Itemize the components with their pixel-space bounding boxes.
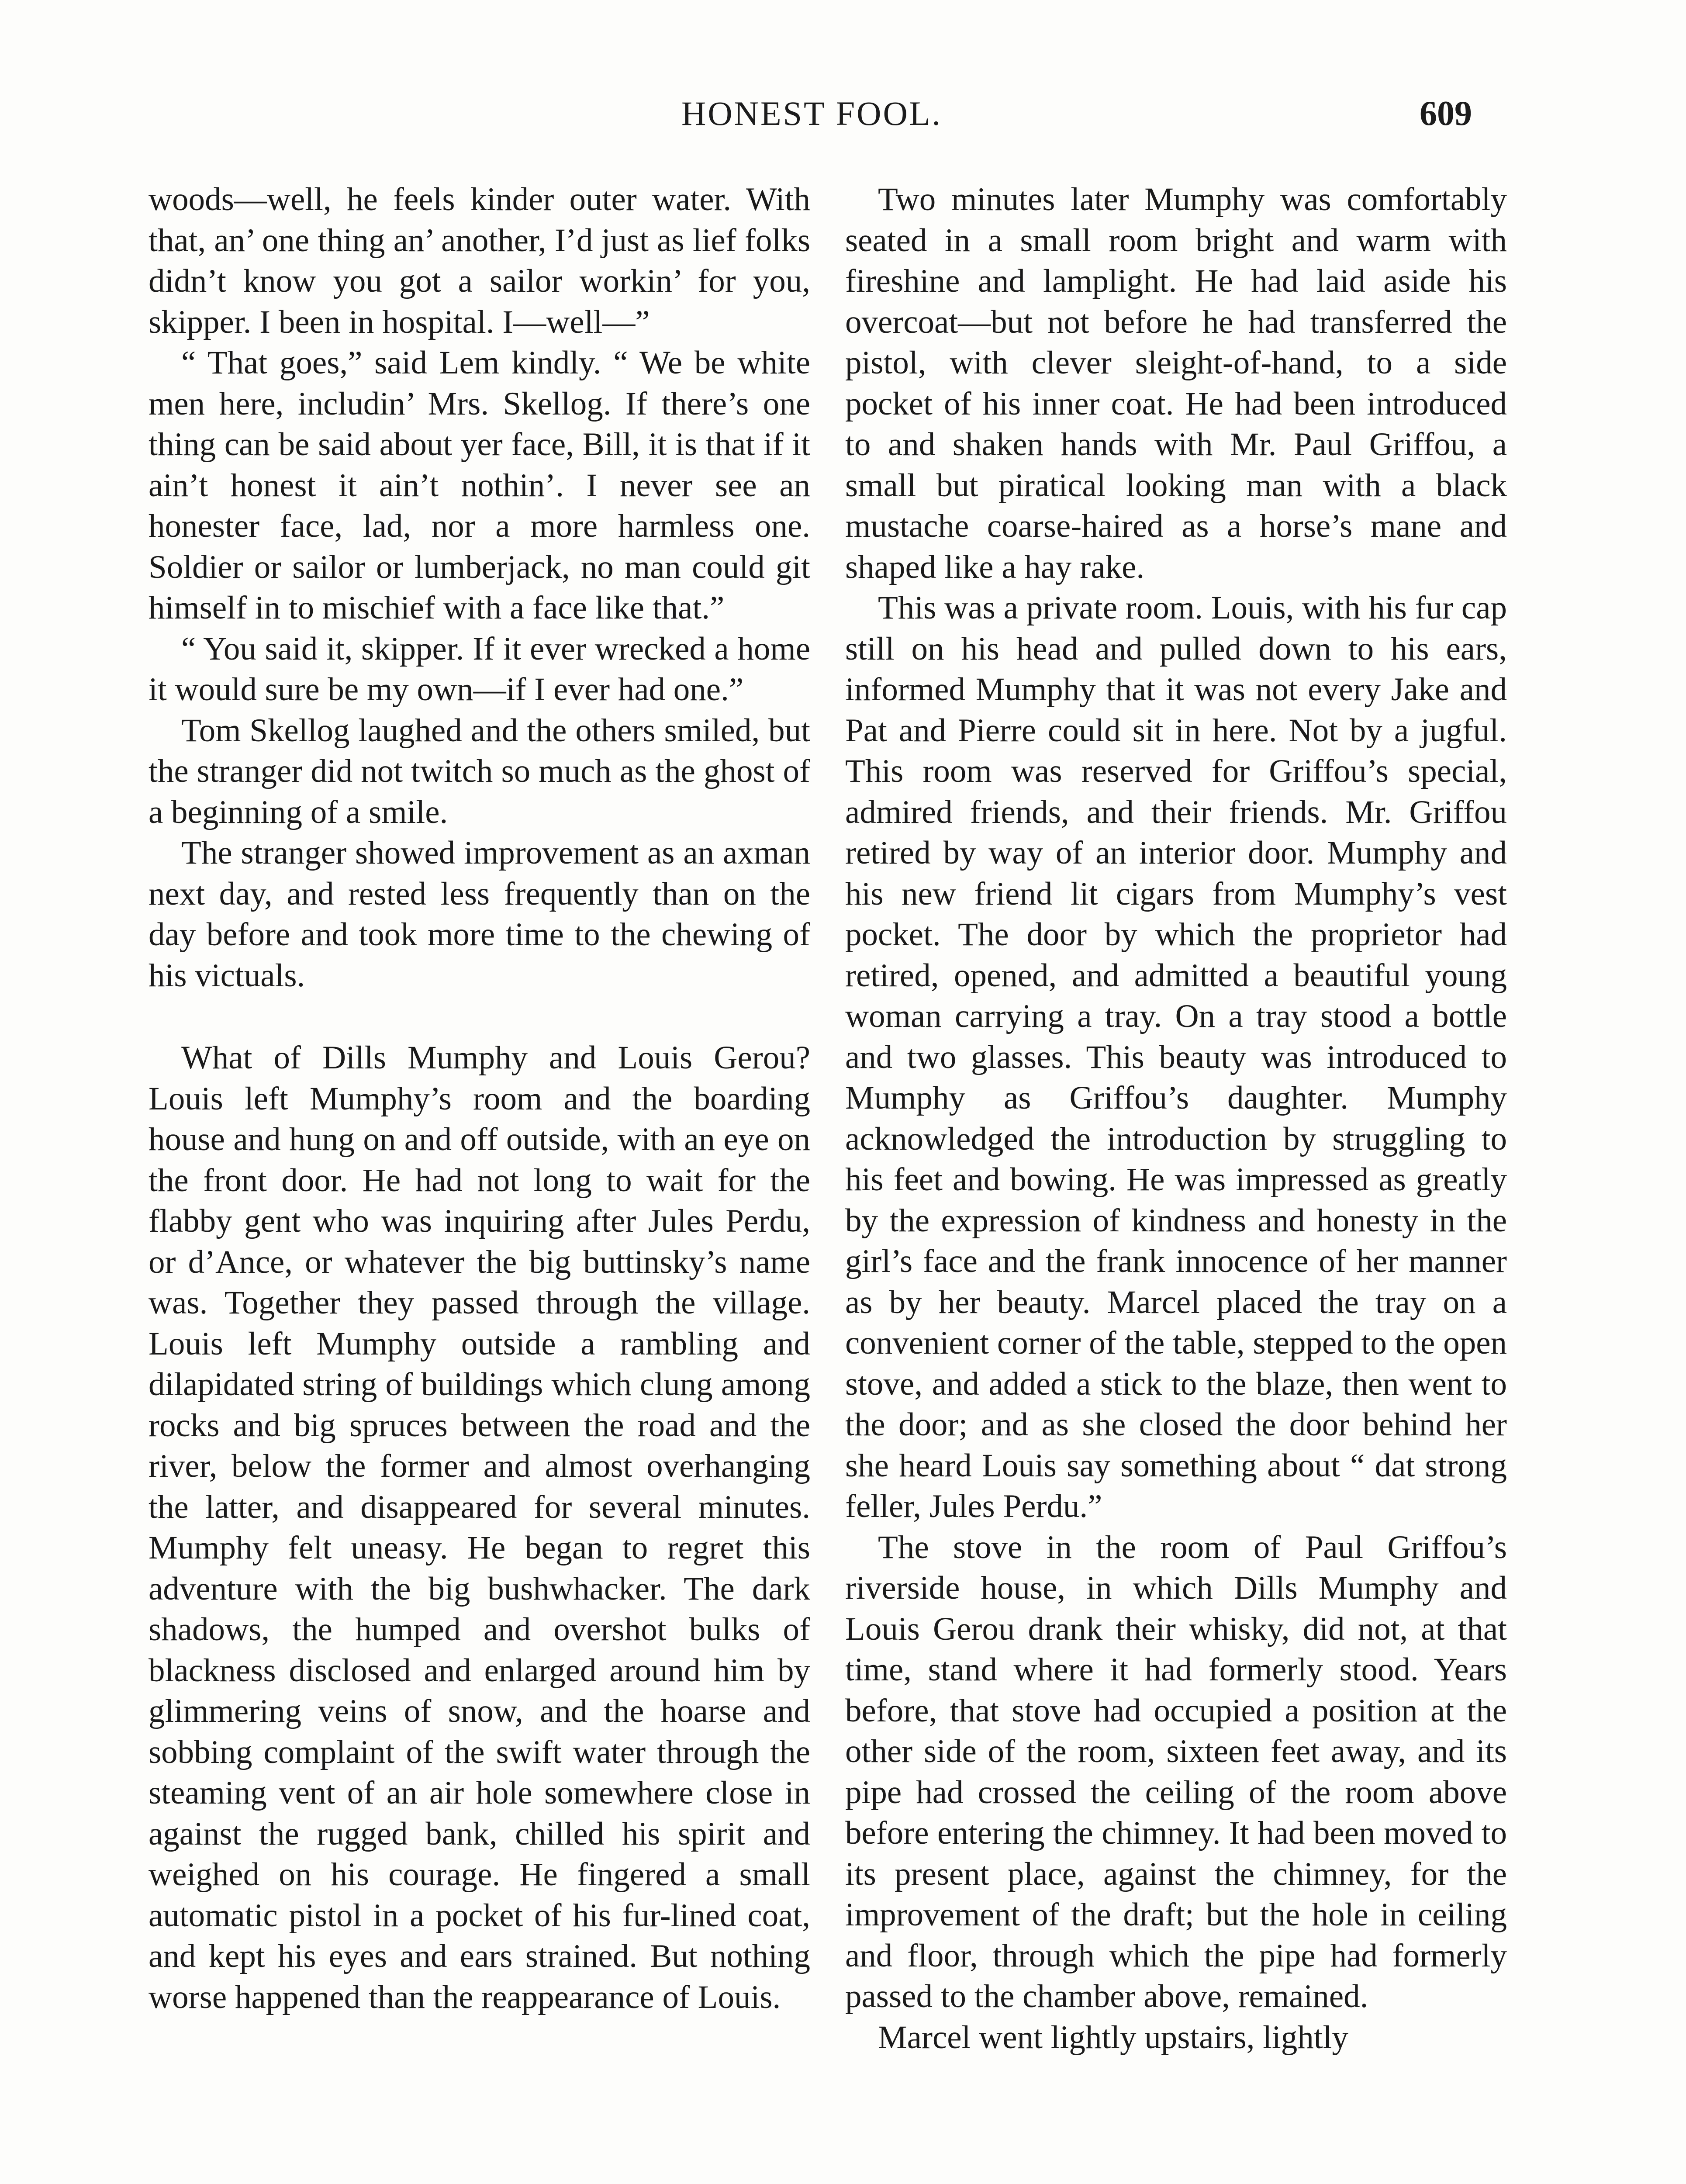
paragraph: Tom Skellog laughed and the others smiled, but the stranger did not twitch so much as the ghost of a beginning of a smile. [149, 712, 810, 830]
paragraph: woods—well, he feels kinder outer water. With that, an’ one thing an’ another, I’d just as lief folks didn’t know you got a sailor workin’ for you, skipper. I been in hospital. I—well—” [149, 181, 810, 340]
right-column [845, 179, 1507, 2058]
paragraph: “ You said it, skipper. If it ever wrecked a home it would sure be my own—if I ever had one.” [149, 630, 810, 708]
paragraph: What of Dills Mumphy and Louis Gerou? Louis left Mumphy’s room and the boarding house and hung on and off outside, with an eye on the front door. He had not long to wait for the flabby gent who was inquiring after Jules Perdu, or d’Ance, or whatever the big buttinsky’s name was. Together they passed through the village. Louis left Mumphy outside a rambling and dilapidated string of buildings which clung among rocks and big spruces between the road and the river, below the former and almost overhanging the latter, and disappeared for several minutes. Mumphy felt uneasy. He began to regret this adventure with the big bushwhacker. The dark shadows, the humped and overshot bulks of blackness disclosed and enlarged around him by glimmering veins of snow, and the hoarse and sobbing complaint of the swift water through the steaming vent of an air hole somewhere close in against the rugged bank, chilled his spirit and weighed on his courage. He fingered a small automatic pistol in a pocket of his fur-lined coat, and kept his eyes and ears strained. But nothing worse happened than the reappearance of Louis. [149, 1040, 810, 2015]
paragraph: The stove in the room of Paul Griffou’s riverside house, in which Dills Mumphy and Louis Gerou drank their whisky, did not, at that time, stand where it had formerly stood. Years before, that stove had occupied a position at the other side of the room, sixteen feet away, and its pipe had crossed the ceiling of the room above before entering the chimney. It had been moved to its present place, against the chimney, for the improvement of the draft; but the hole in ceiling and floor, through which the pipe had formerly passed to the chamber above, remained. [845, 1529, 1507, 2015]
paragraph: Two minutes later Mumphy was comfortably seated in a small room bright and warm with fireshine and lamplight. He had laid aside his overcoat—but not before he had transferred the pistol, with clever sleight-of-hand, to a side pocket of his inner coat. He had been introduced to and shaken hands with Mr. Paul Griffou, a small but piratical looking man with a black mustache coarse-haired as a horse’s mane and shaped like a hay rake. [845, 181, 1507, 585]
paragraph: Marcel went lightly upstairs, lightly [878, 2019, 1348, 2056]
page-number: 609 [1420, 94, 1472, 133]
paragraph: The stranger showed improvement as an axman next day, and rested less frequently than on the day before and took more time to the chewing of his victuals. [149, 835, 810, 994]
paragraph: “ That goes,” said Lem kindly. “ We be white men here, includin’ Mrs. Skellog. If there’s one thing can be said about yer face, Bill, it is that if it ain’t honest it ain’t nothin’. I never see an honester face, lad, nor a more harmless one. Soldier or sailor or lumberjack, no man could git himself in to mischief with a face like that.” [149, 345, 810, 626]
paragraph: This was a private room. Louis, with his fur cap still on his head and pulled down to his ears, informed Mumphy that it was not every Jake and Pat and Pierre could sit in here. Not by a jugful. This room was reserved for Griffou’s special, admired friends, and their friends. Mr. Griffou retired by way of an interior door. Mumphy and his new friend lit cigars from Mumphy’s vest pocket. The door by which the proprietor had retired, opened, and admitted a beautiful young woman carrying a tray. On a tray stood a bottle and two glasses. This beauty was introduced to Mumphy as Griffou’s daughter. Mumphy acknowledged the introduction by struggling to his feet and bowing. He was impressed as greatly by the expression of kindness and honesty in the girl’s face and the frank innocence of her manner as by her beauty. Marcel placed the tray on a convenient corner of the table, stepped to the open stove, and added a stick to the blaze, then went to the door; and as she closed the door behind her she heard Louis say something about “ dat strong feller, Jules Perdu.” [845, 590, 1507, 1524]
left-column [149, 179, 810, 2018]
running-head: HONEST FOOL. [681, 94, 942, 132]
